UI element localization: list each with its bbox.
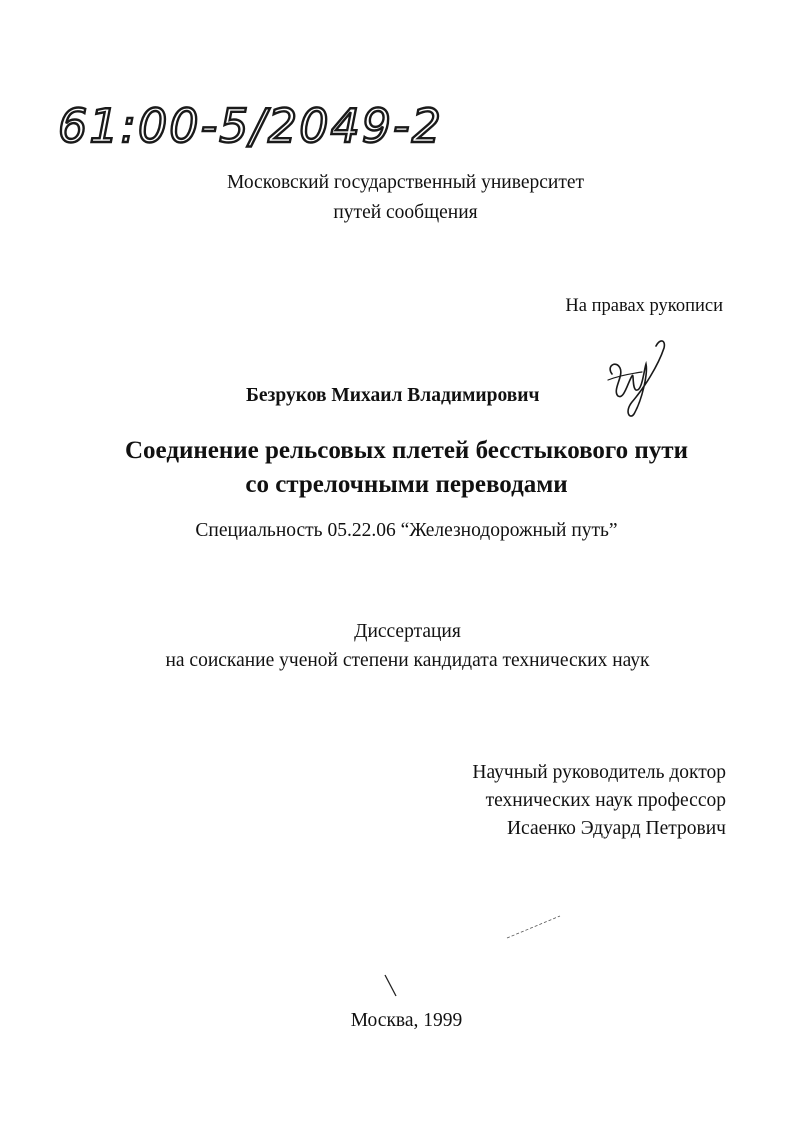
- university-line-2: путей сообщения: [333, 202, 478, 223]
- university-header: [0, 168, 793, 228]
- supervisor-line-1: Научный руководитель доктор: [472, 762, 726, 783]
- author-name: Безруков Михаил Владимирович: [246, 385, 540, 406]
- specialty-line: Специальность 05.22.06 “Железнодорожный путь”: [195, 520, 618, 541]
- author-signature: [598, 330, 678, 420]
- degree-line-1: Диссертация: [354, 621, 461, 642]
- degree-line-2: на соискание ученой степени кандидата технических наук: [165, 650, 650, 671]
- supervisor-line-2: технических наук профессор: [485, 790, 726, 811]
- handwritten-catalogue-code: [58, 96, 448, 160]
- degree-description: [0, 617, 793, 675]
- manuscript-rights-note: На правах рукописи: [565, 296, 723, 316]
- title-line-1: Соединение рельсовых плетей бесстыкового пути: [125, 437, 688, 464]
- supervisor-line-3: Исаенко Эдуард Петрович: [506, 818, 726, 839]
- city-year: Москва, 1999: [350, 1010, 463, 1031]
- handwritten-code-text: 61:00-5/2049-2: [58, 99, 443, 153]
- title-line-2: со стрелочными переводами: [245, 471, 568, 498]
- scan-artifact-stroke: [382, 972, 402, 1002]
- dissertation-title: [0, 434, 793, 502]
- scan-artifact-dash: [505, 912, 565, 942]
- scientific-supervisor: [472, 759, 726, 843]
- university-line-1: Московский государственный университет: [226, 172, 585, 193]
